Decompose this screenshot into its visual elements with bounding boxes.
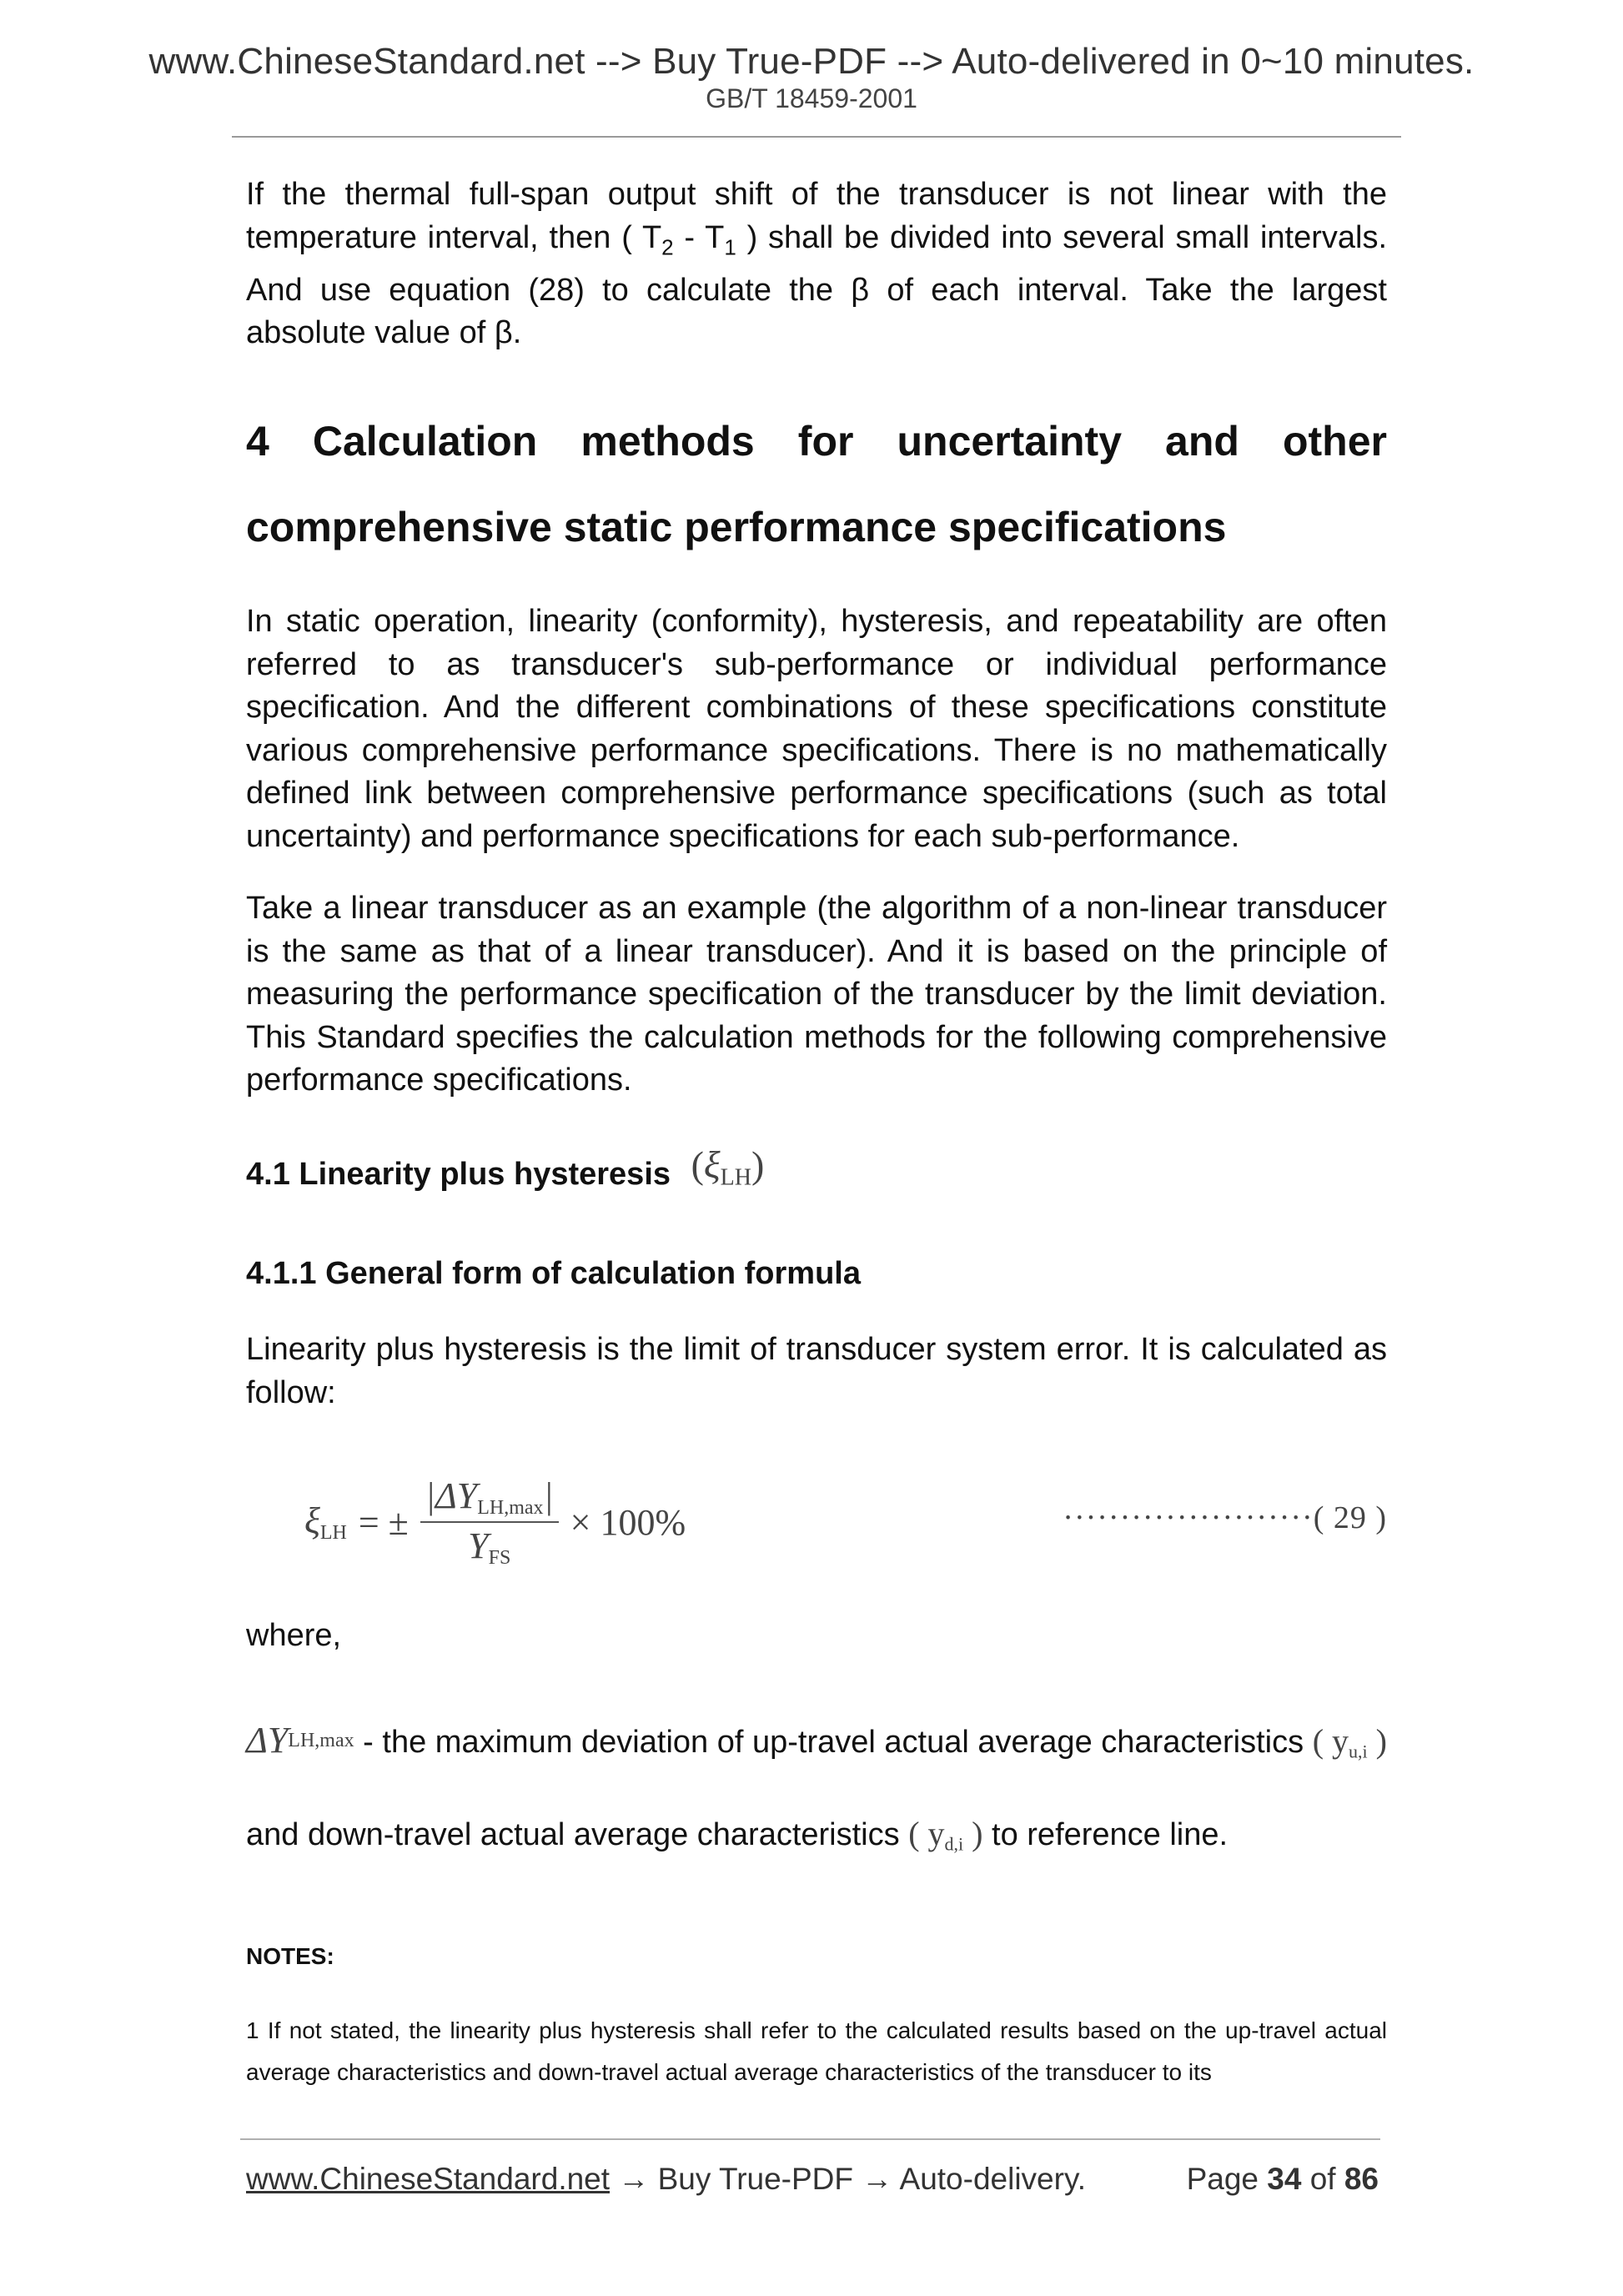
footer-divider	[240, 2138, 1380, 2140]
section-4-1-1	[246, 1253, 1387, 1294]
header-divider	[232, 136, 1401, 138]
notes-body	[246, 2010, 1387, 2093]
section-4-title: 4 Calculation methods for uncertainty and other comprehensive static performance specifications	[246, 418, 1387, 550]
y-down-symbol: ( $y_{d,i}$ )	[908, 1814, 983, 1855]
header-banner: www.ChineseStandard.net --> Buy True-PDF --> Auto-delivered in 0~10 minutes.	[148, 41, 1475, 82]
intro-paragraph: If the thermal full-span output shift of the transducer is not linear with the temperature interval, then ( $T_2 - T_1$ ) shall be divided into several small intervals. And use equation (28) to calculate the β of each interval. Take the largest absolute value of β.	[246, 177, 1388, 351]
page-total: 86	[1344, 2162, 1379, 2196]
section-4-1	[246, 1143, 1387, 1205]
footer	[246, 2162, 1379, 2197]
equation-fraction: $\frac{|\Delta Y_{LH,max}|}{Y_{FS}}$	[420, 1475, 559, 1570]
page-number: 34	[1267, 2162, 1302, 2196]
footer-link[interactable]: www.ChineseStandard.net	[246, 2162, 611, 2196]
notes-heading: NOTES:	[246, 1943, 334, 1969]
xi-lh-symbol: $(\xi_{LH})$	[691, 1143, 765, 1191]
equation-29-expression: $\xi_{LH}$ = ± $\frac{|\Delta Y_{LH,max}|}{Y_{FS}}$ × 100%	[304, 1475, 686, 1570]
section-4-1-1-body	[246, 1329, 1387, 1414]
equation-29-number: ······················( 29 )	[1063, 1500, 1387, 1535]
intro-section	[246, 173, 1387, 355]
section-4-body	[246, 600, 1387, 858]
footer-text: → Buy True-PDF → Auto-delivery.	[610, 2162, 1086, 2196]
y-up-symbol: ( $y_{u,i}$ )	[1312, 1722, 1388, 1762]
section-4-paragraph-1: In static operation, linearity (conformity), hysteresis, and repeatability are often referred to as transducer's sub-performance or individual performance specification. And the different combinations of these specifications constitute various comprehensive performance specifications. There is no mathematically defined link between comprehensive performance specifications (such as total uncertainty) and performance specifications for each sub-performance.	[246, 604, 1387, 854]
where-label-block	[246, 1615, 1387, 1658]
equation-29	[246, 1476, 1387, 1568]
document-id: GB/T 18459-2001	[706, 83, 917, 113]
section-4-body-2	[246, 887, 1387, 1103]
section-4-1-1-title: 4.1.1 General form of calculation formula	[246, 1256, 861, 1291]
where-definition	[246, 1700, 1387, 1885]
section-4-paragraph-2: Take a linear transducer as an example (the algorithm of a non-linear transducer is the same as that of a linear transducer). And it is based on the principle of measuring the performance specification of the transducer by the limit deviation. This Standard specifies the calculation methods for the following comprehensive performance specifications.	[246, 891, 1387, 1098]
section-4	[246, 399, 1387, 570]
notes-heading-block	[246, 1943, 1387, 1970]
note-1: 1 If not stated, the linearity plus hysteresis shall refer to the calculated results based on the up-travel actual average characteristics and down-travel actual average characteristics of the transducer to its	[246, 2017, 1387, 2085]
where-definition-text: $\Delta Y^{LH,max}$ - the maximum deviation of up-travel actual average characteristics ( $y_{u,i}$ ) and down-travel actual average characteristics ( $y_{d,i}$ ) to reference line.	[246, 1720, 1388, 1855]
delta-y-symbol: $\Delta Y^{LH,max}$	[246, 1720, 354, 1761]
section-4-1-title: 4.1 Linearity plus hysteresis $(\xi_{LH})$	[246, 1143, 765, 1192]
section-4-1-1-paragraph: Linearity plus hysteresis is the limit of transducer system error. It is calculated as follow:	[246, 1332, 1387, 1410]
where-label: where,	[246, 1618, 342, 1653]
page-indicator: Page 34 of 86	[1186, 2162, 1379, 2196]
